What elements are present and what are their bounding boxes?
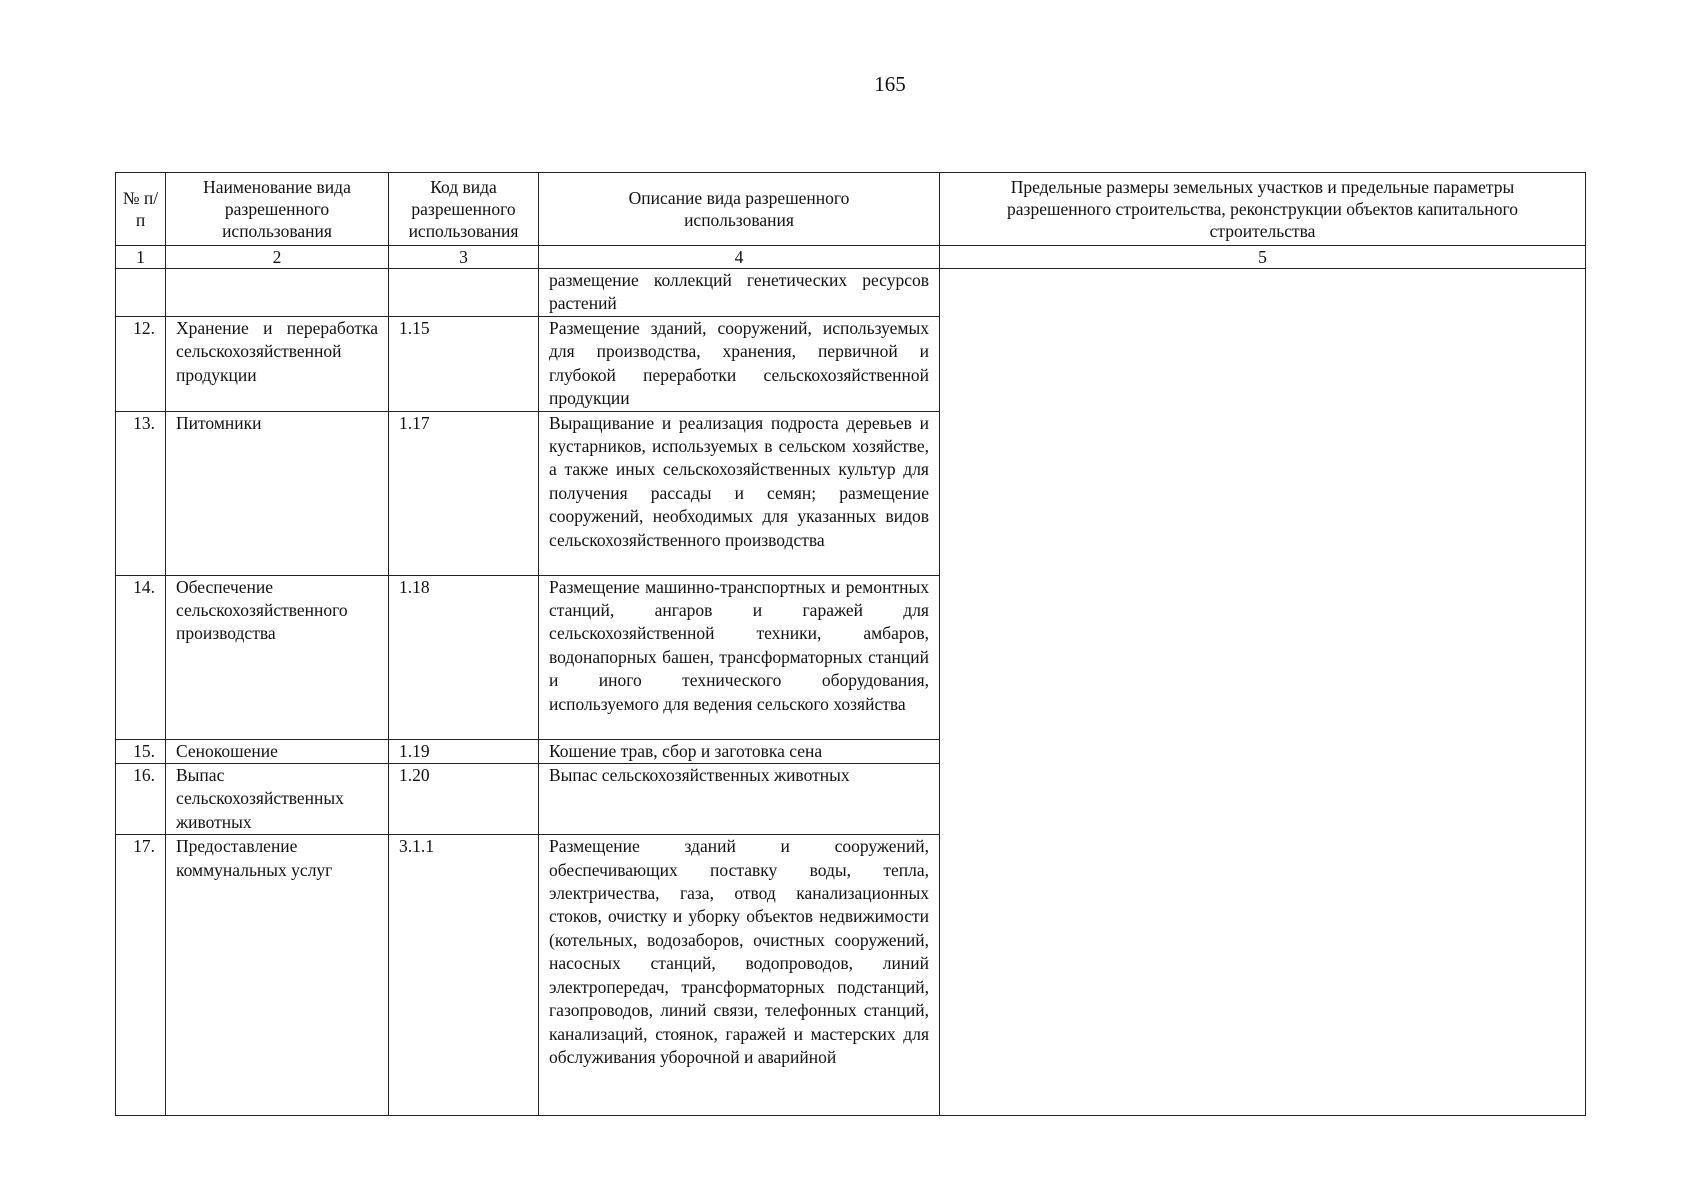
use-description: размещение коллекций генетических ресурсов растений xyxy=(539,269,940,317)
use-description: Размещение зданий, сооружений, используемых для производства, хранения, первичной и глубокой переработки сельскохозяйственной продукции xyxy=(539,317,940,412)
use-code: 1.17 xyxy=(389,411,539,575)
use-name xyxy=(166,269,389,317)
row-number xyxy=(116,269,166,317)
header-code: Код вида разрешенного использования xyxy=(389,173,539,246)
header-name: Наименование вида разрешенного использования xyxy=(166,173,389,246)
page-number: 165 xyxy=(874,72,906,96)
use-name: Хранение и переработка сельскохозяйственной продукции xyxy=(166,317,389,412)
row-number: 17. xyxy=(116,835,166,1116)
table-row xyxy=(116,269,1586,317)
header-limits: Предельные размеры земельных участков и предельные параметры разрешенного строительства, реконструкции объектов капитального строительства xyxy=(940,173,1586,246)
use-name: Выпас сельскохозяйственных животных xyxy=(166,764,389,835)
use-description: Размещение зданий и сооружений, обеспечивающих поставку воды, тепла, электричества, газа, отвод канализационных стоков, очистку и уборку объектов недвижимости (котельных, водозаборов, очистных сооружений, насосных станций, водопроводов, линий электропередач, трансформаторных подстанций, газопроводов, линий связи, телефонных станций, канализаций, стоянок, гаражей и мастерских для обслуживания уборочной и аварийной xyxy=(539,835,940,1116)
column-number: 3 xyxy=(389,246,539,269)
use-name: Обеспечение сельскохозяйственного производства xyxy=(166,575,389,739)
use-code: 3.1.1 xyxy=(389,835,539,1116)
use-code: 1.20 xyxy=(389,764,539,835)
use-code: 1.19 xyxy=(389,739,539,763)
limits-cell xyxy=(940,269,1586,1116)
header-description: Описание вида разрешенного использования xyxy=(539,173,940,246)
row-number: 13. xyxy=(116,411,166,575)
use-name: Сенокошение xyxy=(166,739,389,763)
column-number: 1 xyxy=(116,246,166,269)
header-row xyxy=(116,173,1586,246)
use-code xyxy=(389,269,539,317)
column-number: 5 xyxy=(940,246,1586,269)
use-code: 1.15 xyxy=(389,317,539,412)
column-number: 4 xyxy=(539,246,940,269)
use-description: Размещение машинно-транспортных и ремонтных станций, ангаров и гаражей для сельскохозяйственной техники, амбаров, водонапорных башен, трансформаторных станций и иного технического оборудования, используемого для ведения сельского хозяйства xyxy=(539,575,940,739)
column-number-row xyxy=(116,246,1586,269)
use-name: Предоставление коммунальных услуг xyxy=(166,835,389,1116)
use-description: Кошение трав, сбор и заготовка сена xyxy=(539,739,940,763)
row-number: 15. xyxy=(116,739,166,763)
row-number: 14. xyxy=(116,575,166,739)
header-num: № п/п xyxy=(116,173,166,246)
land-use-table xyxy=(115,172,1586,1116)
use-description: Выпас сельскохозяйственных животных xyxy=(539,764,940,835)
use-description: Выращивание и реализация подроста деревьев и кустарников, используемых в сельском хозяйстве, а также иных сельскохозяйственных культур для получения рассады и семян; размещение сооружений, необходимых для указанных видов сельскохозяйственного производства xyxy=(539,411,940,575)
row-number: 16. xyxy=(116,764,166,835)
row-number: 12. xyxy=(116,317,166,412)
use-code: 1.18 xyxy=(389,575,539,739)
use-name: Питомники xyxy=(166,411,389,575)
column-number: 2 xyxy=(166,246,389,269)
